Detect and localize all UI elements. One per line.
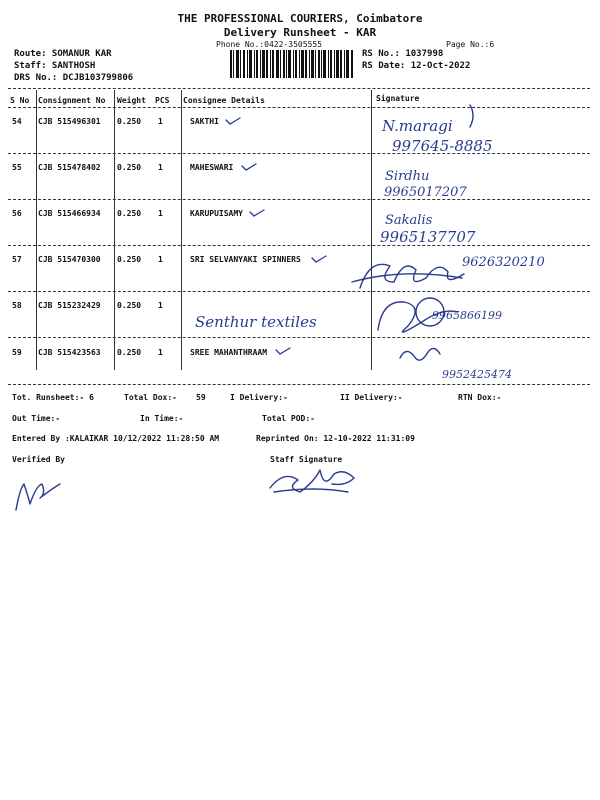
signature-underline bbox=[352, 274, 462, 282]
company-name: THE PROFESSIONAL COURIERS, Coimbatore bbox=[177, 12, 423, 25]
total-dox-value: 59 bbox=[196, 393, 206, 402]
staff-signature-label: Staff Signature bbox=[270, 455, 343, 464]
handwritten-phone: 9952425474 bbox=[442, 368, 512, 381]
row-consignee: MAHESWARI bbox=[190, 163, 234, 172]
total-dox-label: Total Dox:- bbox=[124, 393, 177, 402]
header-sno: S No bbox=[10, 96, 30, 105]
signature-flourish bbox=[470, 105, 473, 127]
row-sno: 57 bbox=[12, 255, 22, 264]
rtn-dox: RTN Dox:- bbox=[458, 393, 502, 402]
staff-signature-underline bbox=[274, 489, 348, 492]
row-consignee: SREE MAHANTHRAAM bbox=[190, 348, 268, 357]
row-sno: 56 bbox=[12, 209, 22, 218]
header-consignment: Consignment No bbox=[38, 96, 106, 105]
handwritten-phone: 9965017207 bbox=[384, 185, 467, 200]
row-consignee: SRI SELVANYAKI SPINNERS bbox=[190, 255, 301, 264]
handwritten-name: Senthur textiles bbox=[195, 313, 317, 331]
row-consignment: CJB 515423563 bbox=[38, 348, 101, 357]
header-weight: Weight bbox=[117, 96, 146, 105]
handwritten-name: N.maragi bbox=[382, 117, 453, 135]
row-pcs: 1 bbox=[158, 209, 163, 218]
header-signature: Signature bbox=[376, 94, 420, 103]
i-delivery: I Delivery:- bbox=[230, 393, 288, 402]
out-time: Out Time:- bbox=[12, 414, 61, 423]
row-pcs: 1 bbox=[158, 117, 163, 126]
tick-mark-icon bbox=[226, 118, 240, 124]
row-consignment: CJB 515470300 bbox=[38, 255, 101, 264]
row-pcs: 1 bbox=[158, 301, 163, 310]
row-weight: 0.250 bbox=[117, 209, 142, 218]
row-weight: 0.250 bbox=[117, 301, 142, 310]
reprinted-on: Reprinted On: 12-10-2022 11:31:09 bbox=[256, 434, 415, 443]
row-weight: 0.250 bbox=[117, 163, 142, 172]
route-label: Route: SOMANUR KAR bbox=[14, 49, 112, 59]
row-consignee: SAKTHI bbox=[190, 117, 219, 126]
phone-number: Phone No.:0422-3505555 bbox=[216, 40, 322, 49]
row-consignee: KARUPUISAMY bbox=[190, 209, 243, 218]
handwritten-phone: 9626320210 bbox=[462, 255, 545, 270]
row-sno: 54 bbox=[12, 117, 22, 126]
row-weight: 0.250 bbox=[117, 255, 142, 264]
row-weight: 0.250 bbox=[117, 117, 142, 126]
handwritten-phone: 997645-8885 bbox=[392, 137, 493, 155]
signature-scribble bbox=[400, 348, 440, 360]
entered-by: Entered By :KALAIKAR 10/12/2022 11:28:50 AM bbox=[12, 434, 220, 443]
rs-number: RS No.: 1037998 bbox=[362, 49, 444, 59]
ii-delivery: II Delivery:- bbox=[340, 393, 403, 402]
tot-runsheet: Tot. Runsheet:- 6 bbox=[12, 393, 94, 402]
verified-by-label: Verified By bbox=[12, 455, 65, 464]
tick-mark-icon bbox=[276, 348, 290, 354]
row-consignment: CJB 515496301 bbox=[38, 117, 101, 126]
row-pcs: 1 bbox=[158, 348, 163, 357]
rs-date: RS Date: 12-Oct-2022 bbox=[362, 61, 471, 71]
handwritten-name: Sakalis bbox=[385, 213, 433, 228]
staff-label: Staff: SANTHOSH bbox=[14, 61, 96, 71]
document-title: Delivery Runsheet - KAR bbox=[223, 26, 377, 39]
tick-mark-icon bbox=[242, 164, 256, 170]
handwritten-name: Sirdhu bbox=[385, 169, 430, 184]
row-sno: 58 bbox=[12, 301, 22, 310]
header-pcs: PCS bbox=[155, 96, 170, 105]
tick-mark-icon bbox=[312, 256, 326, 262]
row-weight: 0.250 bbox=[117, 348, 142, 357]
in-time: In Time:- bbox=[140, 414, 184, 423]
total-pod: Total POD:- bbox=[262, 414, 315, 423]
tick-mark-icon bbox=[250, 210, 264, 216]
handwritten-phone: 9965866199 bbox=[432, 309, 502, 322]
row-sno: 55 bbox=[12, 163, 22, 172]
verified-signature bbox=[16, 484, 60, 510]
row-pcs: 1 bbox=[158, 163, 163, 172]
row-consignment: CJB 515232429 bbox=[38, 301, 101, 310]
drs-number: DRS No.: DCJB103799806 bbox=[14, 73, 134, 83]
handwritten-phone: 9965137707 bbox=[380, 228, 476, 246]
row-sno: 59 bbox=[12, 348, 22, 357]
header-consignee: Consignee Details bbox=[183, 96, 265, 105]
row-consignment: CJB 515478402 bbox=[38, 163, 101, 172]
page-number: Page No.:6 bbox=[446, 40, 495, 49]
row-consignment: CJB 515466934 bbox=[38, 209, 101, 218]
row-pcs: 1 bbox=[158, 255, 163, 264]
